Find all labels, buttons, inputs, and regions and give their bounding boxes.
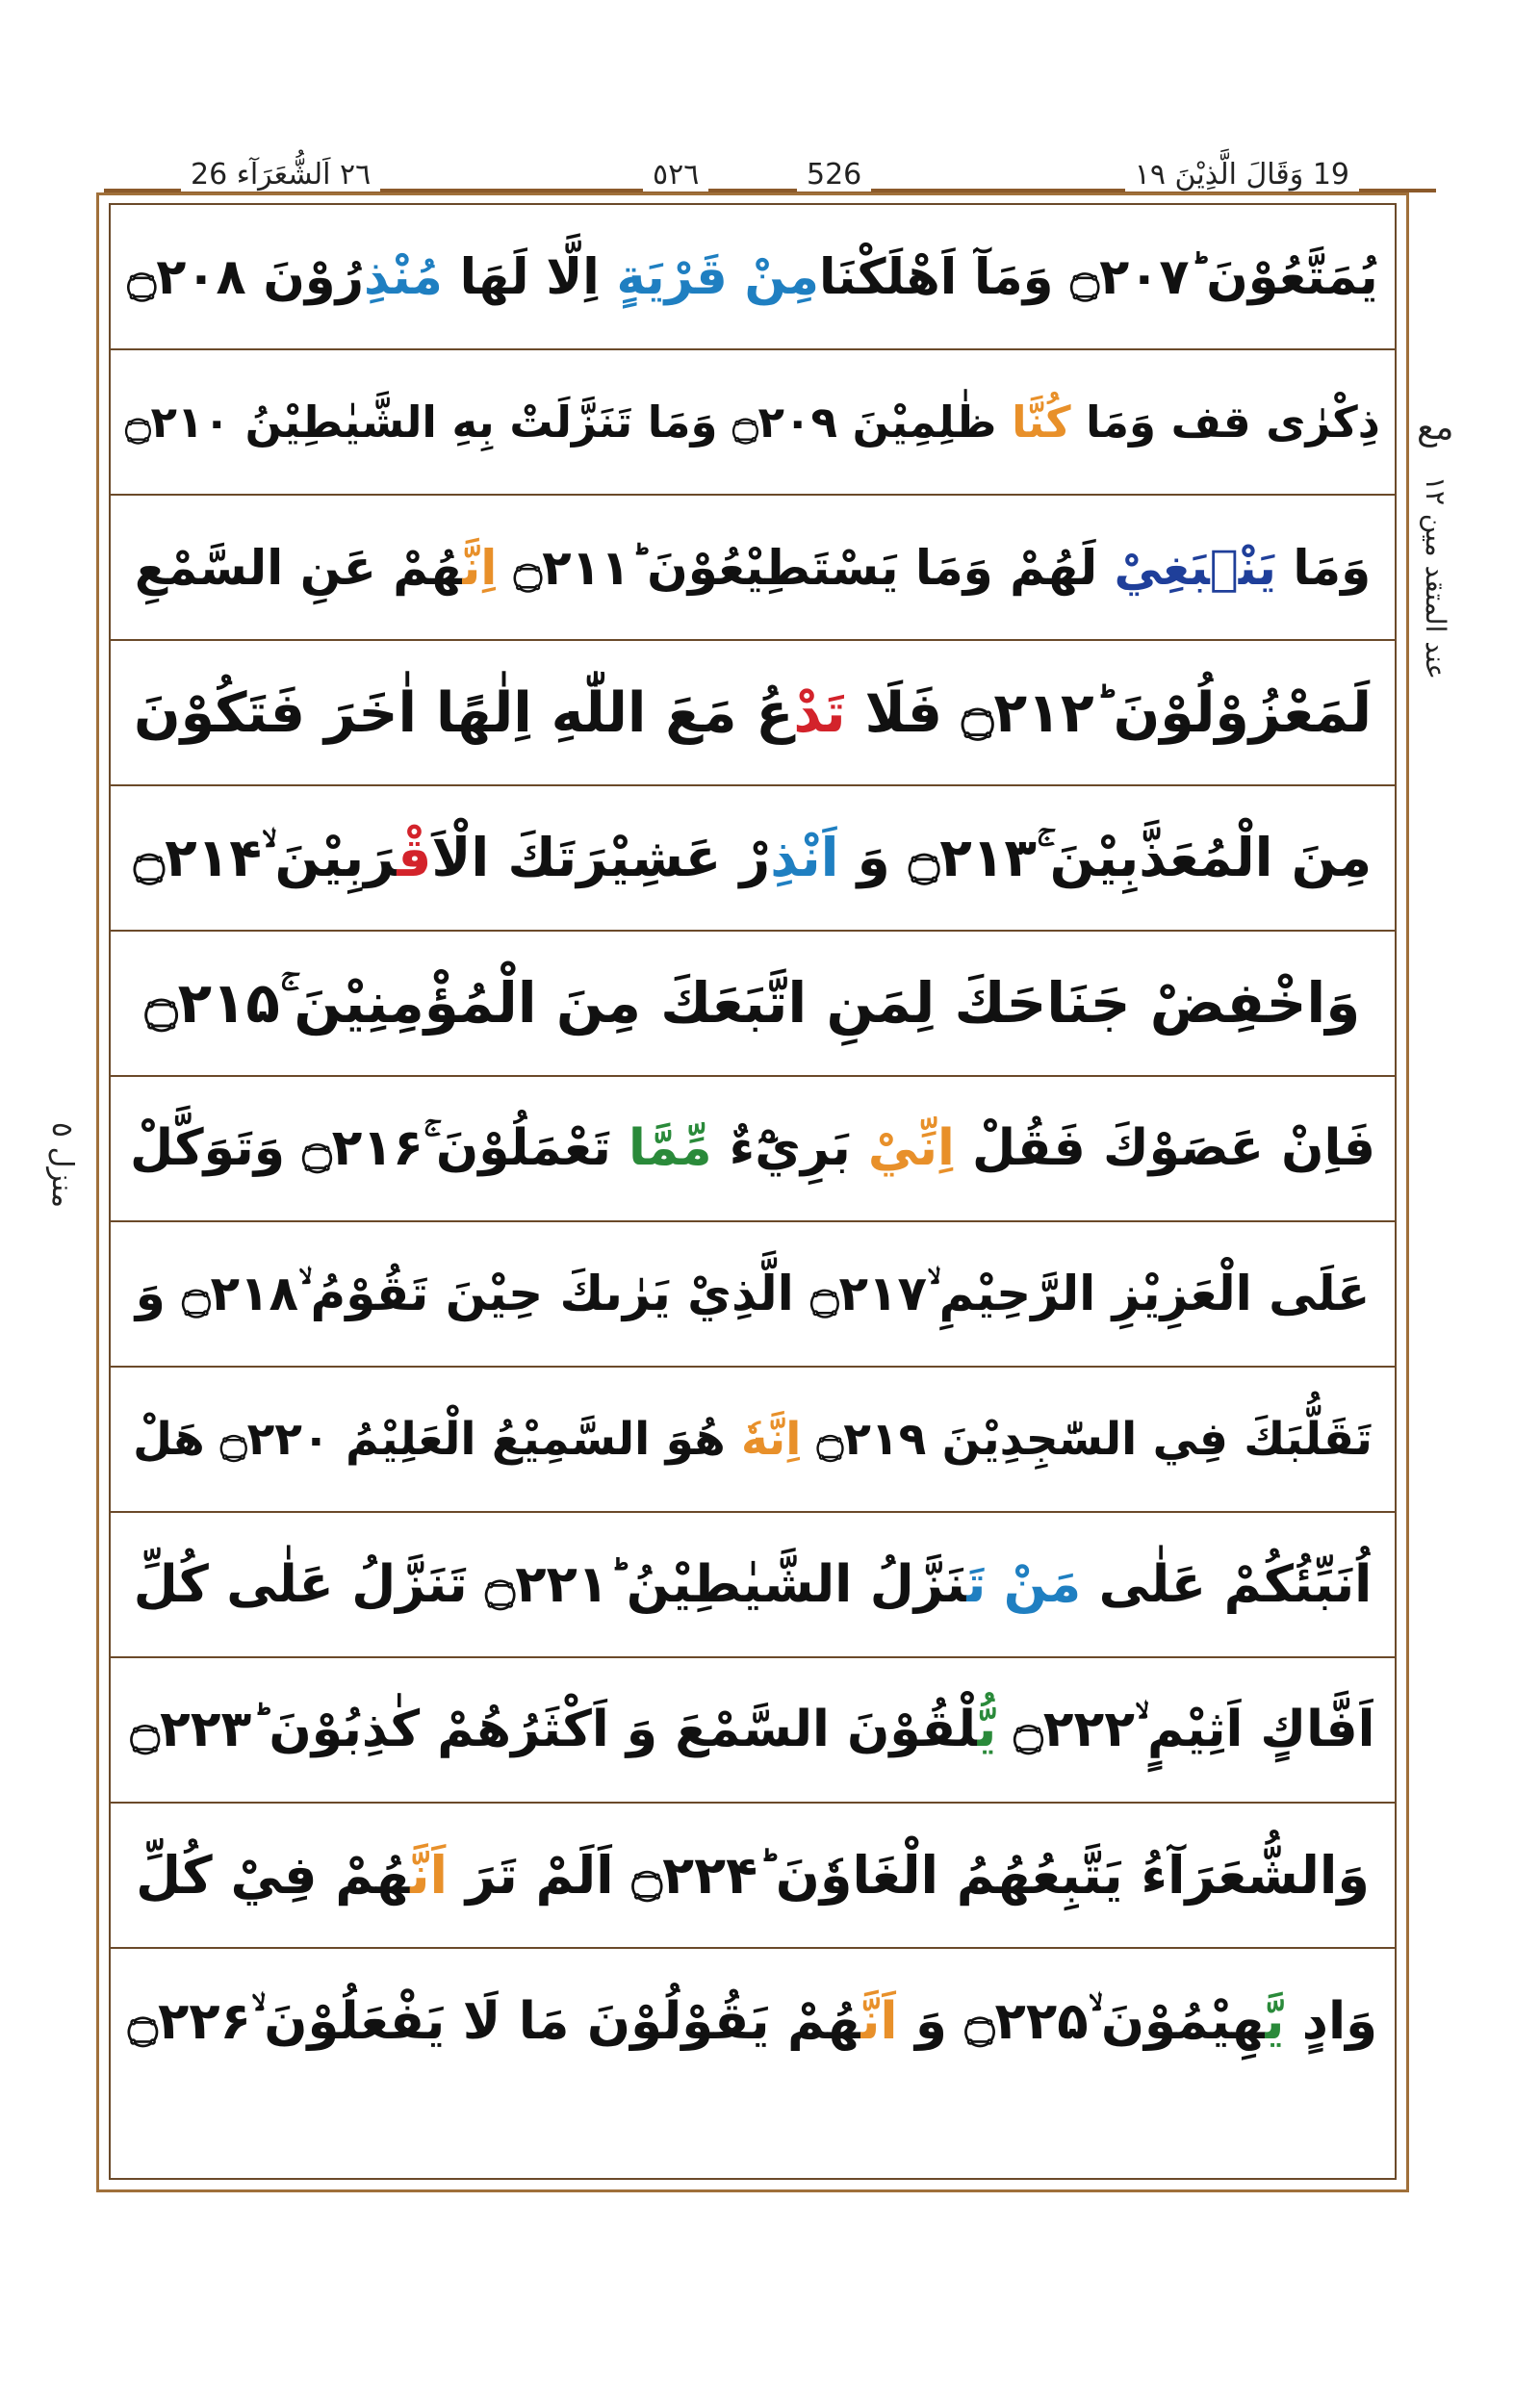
verse-line-text xyxy=(131,1701,1375,1759)
verse-segment: وَمَا xyxy=(1275,539,1372,596)
verse-line xyxy=(111,1513,1395,1658)
verse-line-text xyxy=(127,248,1377,306)
verse-line-text xyxy=(136,1266,1371,1322)
verse-segment: قْ xyxy=(397,827,432,888)
verse-segment: تَعْمَلُوْنَ ۚ۝۲۱۶ وَتَوَكَّلْ xyxy=(129,1119,629,1177)
verse-segment: يُّ xyxy=(977,1701,997,1758)
ruku-margin-note xyxy=(1417,408,1455,731)
verse-segment: هُمْ عَنِ السَّمْعِ xyxy=(134,539,463,596)
verse-segment: لْقُوْنَ السَّمْعَ وَ اَكْثَرُهُمْ كٰذِبُوْنَ ؕ۝۲۲۳ xyxy=(130,1701,978,1758)
verse-line-text xyxy=(130,1119,1375,1178)
verse-segment: اِنَّهٗ xyxy=(741,1413,802,1466)
verse-segment: وَمَا xyxy=(1070,397,1156,448)
verse-segment: يُمَتَّعُوْنَ ؕ۝۲۰۷ xyxy=(1053,248,1378,306)
verse-segment: اَفَّاكٍ اَثِيْمٍ ۙ۝۲۲۲ xyxy=(996,1701,1375,1758)
verse-line xyxy=(111,1804,1395,1949)
verse-line xyxy=(111,786,1395,932)
manzil-margin-note xyxy=(38,1107,87,1222)
ruku-text: عند المتقد مين ١٢ xyxy=(1420,475,1452,679)
verse-line xyxy=(111,1658,1395,1804)
text-frame xyxy=(96,192,1409,2192)
verse-segment: فَاِنْ عَصَوْكَ فَقُلْ xyxy=(954,1119,1376,1177)
verse-segment: عَلَى الْعَزِيْزِ الرَّحِيْمِ ۙ۝۲۱۷ الَّذِيْ يَرٰىكَ حِيْنَ تَقُوْمُ ۙ۝۲۱۸ وَ xyxy=(135,1266,1371,1321)
verse-segment: وَاخْفِضْ جَنَاحَكَ لِمَنِ اتَّبَعَكَ مِنَ الْمُؤْمِنِيْنَ ۚ۝۲۱۵ xyxy=(144,970,1361,1036)
verse-segment: هِيْمُوْنَ ۙ۝۲۲۵ وَ xyxy=(897,1991,1266,2051)
verse-line xyxy=(111,932,1395,1077)
verse-line xyxy=(111,1368,1395,1513)
page-number-arabic: ٥٢٦ xyxy=(643,158,708,192)
verse-line-text xyxy=(125,397,1380,448)
verse-segment: مَنْ تَ xyxy=(966,1555,1082,1614)
verse-line-text xyxy=(135,540,1371,596)
verse-segment: ظٰلِمِيْنَ ۝۲۰۹ وَمَا تَنَزَّلَتْ بِهِ الشَّيٰطِيْنُ ۝۲۱۰ xyxy=(125,397,1013,448)
verse-segment: هُوَ السَّمِيْعُ الْعَلِيْمُ ۝۲۲۰ هَلْ xyxy=(133,1413,742,1466)
para-label: 19 وَقَالَ الَّذِيْنَ ١٩ xyxy=(1125,158,1359,192)
verse-line xyxy=(111,496,1395,641)
verse-line-text xyxy=(134,1555,1373,1614)
verse-segment: نَزَّلُ الشَّيٰطِيْنُ ؕ۝۲۲۱ تَنَزَّلُ عَلٰى كُلِّ xyxy=(133,1555,967,1614)
verse-segment: مِنَ الْمُعَذَّبِيْنَ ۚ۝۲۱۳ وَ xyxy=(838,827,1373,888)
verse-segment: لَهُمْ وَمَا يَسْتَطِيْعُوْنَ ؕ۝۲۱۱ xyxy=(497,539,1115,596)
verse-line xyxy=(111,1949,1395,2094)
verse-segment: وَادٍ xyxy=(1284,1991,1378,2051)
verse-line xyxy=(111,1222,1395,1368)
verse-line-text xyxy=(128,1992,1377,2052)
surah-label: ٢٦ اَلشُّعَرَآء 26 xyxy=(181,158,380,192)
verse-line-text xyxy=(145,970,1361,1037)
verse-line xyxy=(111,1077,1395,1222)
verse-segment: هُمْ فِيْ كُلِّ xyxy=(136,1845,411,1906)
verse-segment: اِنَّ xyxy=(462,539,498,596)
verse-line-text xyxy=(134,681,1372,745)
verse-segment: رْ عَشِيْرَتَكَ الْاَ xyxy=(431,827,771,888)
verse-segment: يَّ xyxy=(1265,1991,1285,2051)
verse-segment: مِّمَّا xyxy=(628,1119,712,1177)
verse-line xyxy=(111,641,1395,786)
verse-segment: كُنَّا xyxy=(1012,397,1071,448)
manzil-text: منزل ٥ xyxy=(45,1121,80,1208)
verse-segment: يَنْۢبَغِيْ xyxy=(1114,539,1276,596)
verse-segment: رَبِيْنَ ۙ۝۲۱۴ xyxy=(133,827,398,888)
verse-segment: اِلَّا لَهَا xyxy=(442,248,617,306)
verse-segment: بَرِيْٓءٌ xyxy=(711,1119,868,1177)
verse-segment: مُنْذِ xyxy=(363,248,443,306)
page-number: 526 xyxy=(797,158,871,192)
verse-segment: عُ مَعَ اللّٰهِ اِلٰهًا اٰخَرَ فَتَكُوْنَ xyxy=(133,680,794,745)
verse-segment: تَقَلُّبَكَ فِي السّٰجِدِيْنَ ۝۲۱۹ xyxy=(801,1413,1373,1466)
verse-segment: لَمَعْزُوْلُوْنَ ؕ۝۲۱۲ فَلَا xyxy=(845,680,1373,745)
verse-segment: رُوْنَ ۝۲۰۸ xyxy=(127,248,364,306)
verse-line xyxy=(111,205,1395,350)
verse-line-text xyxy=(134,827,1372,889)
verse-segment: اِنِّيْ xyxy=(867,1119,955,1177)
verse-segment: هُمْ يَقُوْلُوْنَ مَا لَا يَفْعَلُوْنَ ۙ۝۲۲۶ xyxy=(127,1991,861,2051)
verse-segment: اَنْذِ xyxy=(770,827,839,888)
verse-segment: اَنَّ xyxy=(860,1991,898,2051)
verse-segment: مِنْ قَرْيَةٍ xyxy=(616,248,819,306)
verse-line xyxy=(111,350,1395,496)
verse-segment: وَمَآ اَهْلَكْنَا xyxy=(818,248,1054,306)
verse-segment: وَالشُّعَرَآءُ يَتَّبِعُهُمُ الْغَاوٗنَ ؕ۝۲۲۴ اَلَمْ تَرَ xyxy=(448,1845,1370,1906)
verse-line-text xyxy=(133,1413,1373,1466)
verse-segment: اَنَّ xyxy=(410,1845,449,1906)
ruku-mark: مع xyxy=(1417,408,1454,448)
verse-line-text xyxy=(136,1845,1370,1906)
verse-segment: تَدْ xyxy=(793,680,846,745)
verse-segment: ذِكْرٰى قف xyxy=(1155,397,1380,448)
text-lines xyxy=(109,203,1397,2180)
verse-segment: اُنَبِّئُكُمْ عَلٰى xyxy=(1081,1555,1373,1614)
